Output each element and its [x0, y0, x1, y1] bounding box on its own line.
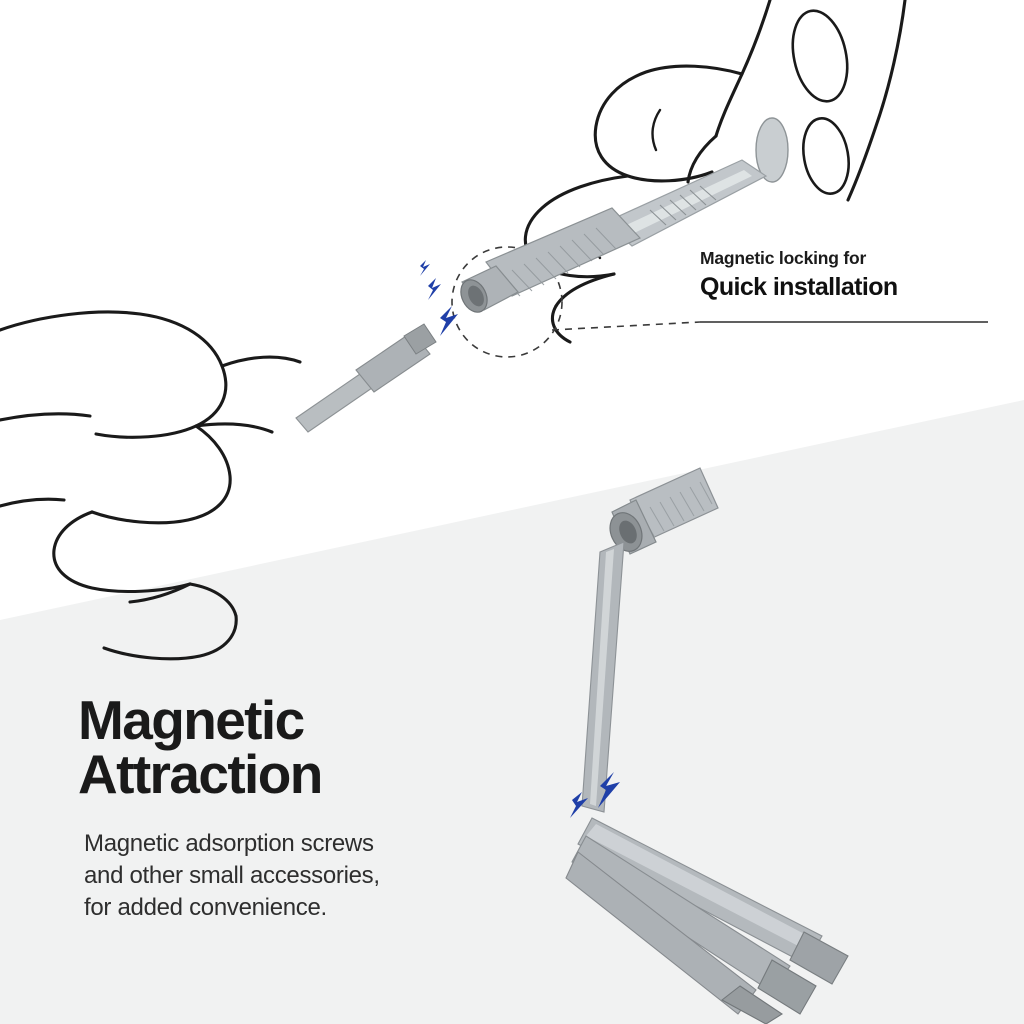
body-line-1: Magnetic adsorption screws: [84, 829, 374, 857]
body-line-2: and other small accessories,: [84, 861, 380, 889]
body-line-3: for added convenience.: [84, 894, 327, 922]
title-line-1: Magnetic: [78, 689, 304, 751]
callout-line-1: Magnetic locking for: [700, 248, 867, 268]
callout-text: [700, 248, 1000, 303]
headline-block: [78, 689, 548, 924]
title-line-2: Attraction: [78, 742, 322, 805]
callout-line-2: Quick installation: [700, 272, 898, 301]
body-copy: [84, 828, 548, 924]
page-title: [78, 689, 548, 805]
